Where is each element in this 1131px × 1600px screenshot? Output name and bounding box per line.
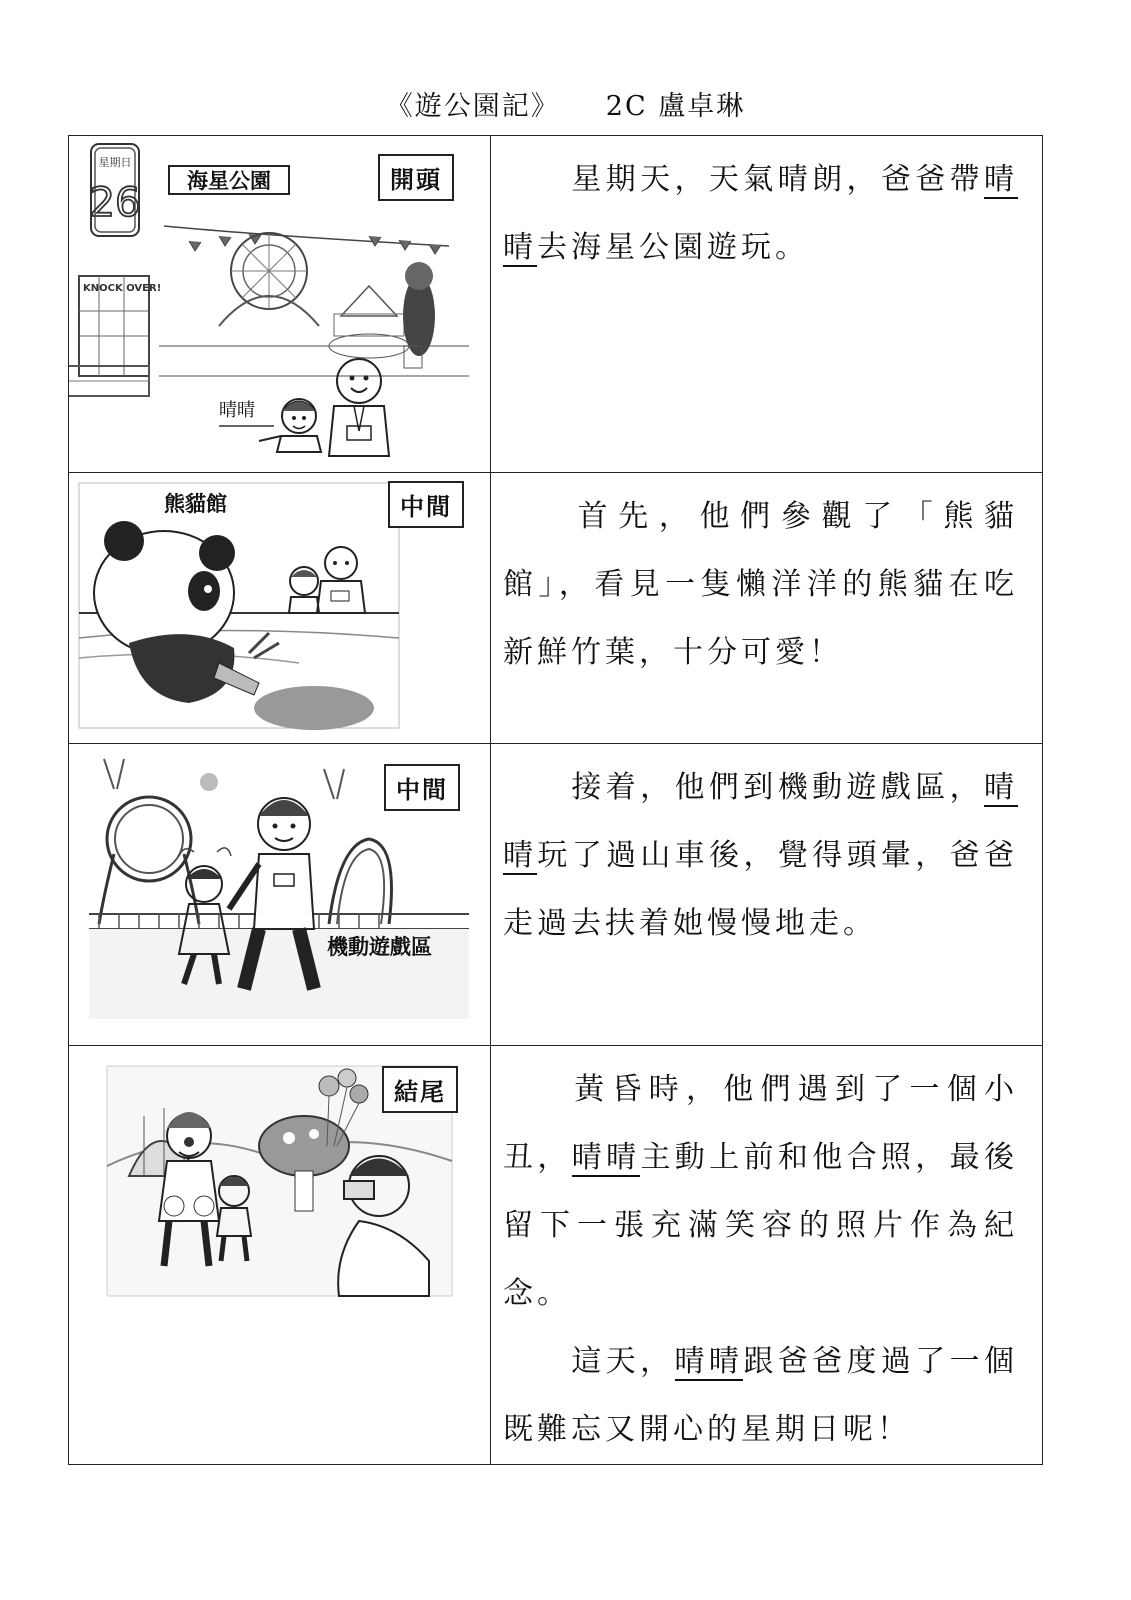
picture-cell-4 xyxy=(69,1046,491,1465)
story-row-1 xyxy=(69,136,1043,473)
text-cell-2 xyxy=(491,473,1043,744)
park-name-label: 海星公園 xyxy=(187,168,271,193)
stage-label-opening: 開頭 xyxy=(378,154,454,201)
paragraph-clown-photo: 黃昏時，他們遇到了一個小丑，晴晴主動上前和他合照，最後留下一張充滿笑容的照片作為紀念。 xyxy=(503,1072,1019,1311)
story-row-4 xyxy=(69,1046,1043,1465)
stage-label-ending: 結尾 xyxy=(382,1066,458,1113)
calendar-day-label: 星期日 xyxy=(98,156,132,169)
paragraph-rides-area: 接着，他們到機動遊戲區，晴晴玩了過山車後，覺得頭暈，爸爸走過去扶着她慢慢地走。 xyxy=(503,770,1019,941)
girl-name-underlined: 晴晴 xyxy=(503,162,1018,265)
text-cell-4 xyxy=(491,1046,1043,1465)
picture-cell-3 xyxy=(69,744,491,1046)
picture-cell-2 xyxy=(69,473,491,744)
story-table xyxy=(68,135,1043,1465)
calendar-date-label: 26 xyxy=(89,180,141,226)
picture-cell-1 xyxy=(69,136,491,473)
girl-name-underlined: 晴晴 xyxy=(503,770,1018,873)
girl-name-label: 晴晴 xyxy=(219,400,255,421)
stage-label-middle-1: 中間 xyxy=(388,481,464,528)
stage-label-middle-2: 中間 xyxy=(384,764,460,811)
paragraph-panda-house: 首先，他們參觀了「熊貓館」，看見一隻懶洋洋的熊貓在吃新鮮竹葉，十分可愛！ xyxy=(503,499,1018,670)
panda-house-label: 熊貓館 xyxy=(164,491,227,516)
girl-name-underlined: 晴晴 xyxy=(571,1140,641,1175)
paragraph-conclusion: 這天，晴晴跟爸爸度過了一個既難忘又開心的星期日呢！ xyxy=(503,1344,1019,1447)
booth-sign-label: KNOCK OVER! xyxy=(83,283,162,294)
girl-name-underlined: 晴晴 xyxy=(674,1344,744,1379)
text-cell-1 xyxy=(491,136,1043,473)
story-row-3 xyxy=(69,744,1043,1046)
paragraph-opening: 星期天，天氣晴朗，爸爸帶晴晴去海星公園遊玩。 xyxy=(503,162,1018,265)
document-title xyxy=(0,84,1131,123)
author-class-name: 2C 盧卓琳 xyxy=(605,91,746,122)
text-cell-3 xyxy=(491,744,1043,1046)
story-row-2 xyxy=(69,473,1043,744)
rides-area-label: 機動遊戲區 xyxy=(327,934,432,959)
essay-title: 《遊公園記》 xyxy=(385,91,560,122)
